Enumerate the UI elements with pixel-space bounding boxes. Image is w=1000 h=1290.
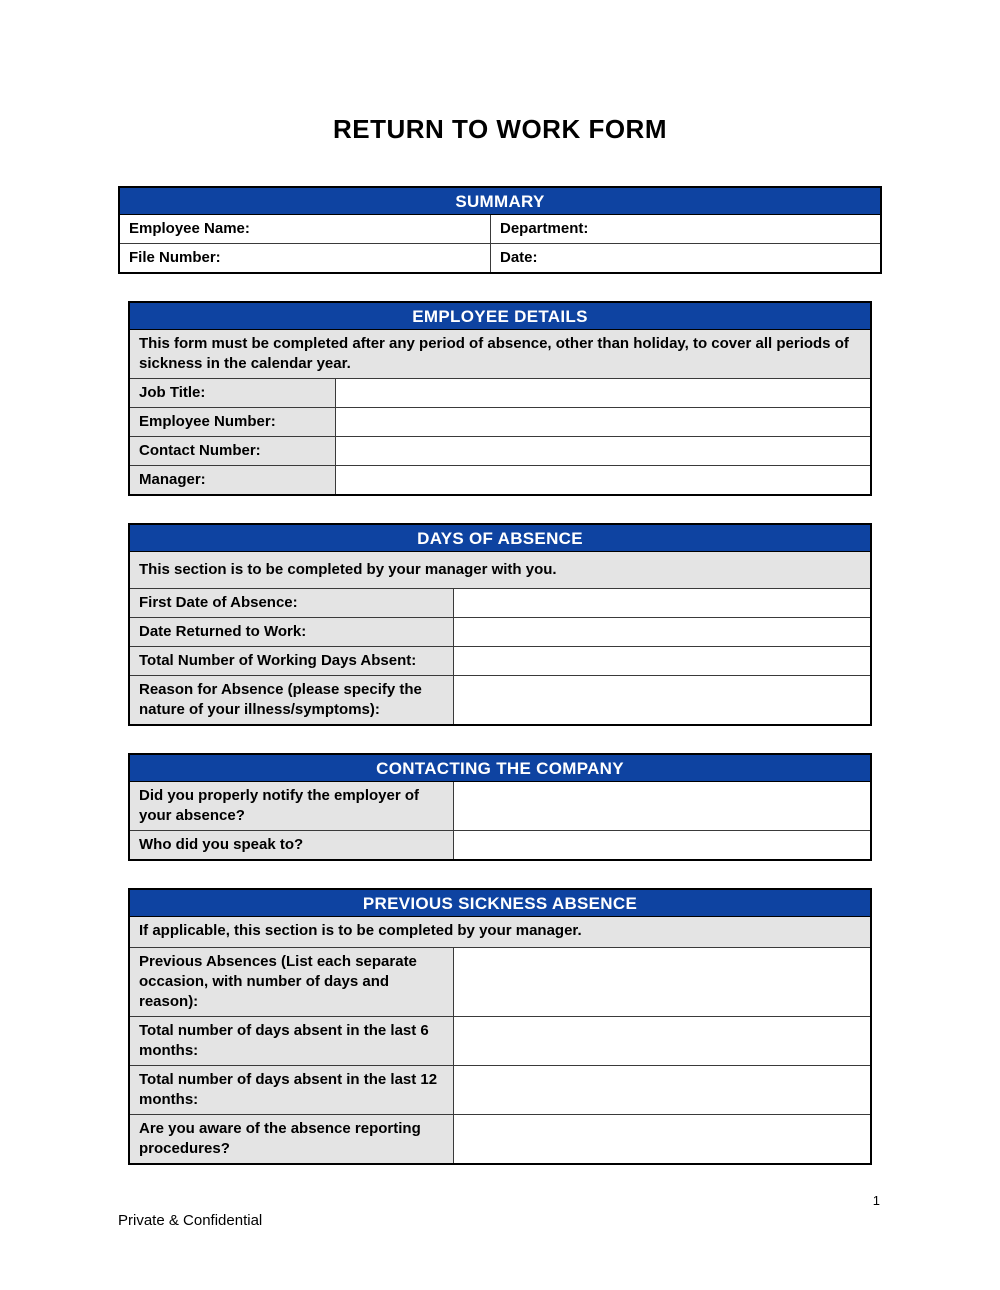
department-field[interactable] [491,215,880,243]
contacting-the-company-header: CONTACTING THE COMPANY [130,755,870,782]
previous-sickness-absence-header: PREVIOUS SICKNESS ABSENCE [130,890,870,917]
previous-absences-label: Previous Absences (List each separate occasion, with number of days and reason): [130,948,454,1016]
notify-employer-input-area[interactable] [454,782,870,830]
department-label: Department: [500,220,589,237]
days-of-absence-header: DAYS OF ABSENCE [130,525,870,552]
contacting-the-company-section [128,753,872,861]
date-label: Date: [500,249,538,266]
days-of-absence-section [128,523,872,726]
who-did-you-speak-to-input-area[interactable] [454,831,870,859]
manager-label: Manager: [130,466,336,494]
employee-name-label: Employee Name: [129,220,250,237]
days-absent-12-months-input-area[interactable] [454,1066,870,1114]
previous-absences-input-area[interactable] [454,948,870,1016]
date-field[interactable] [491,244,880,272]
page-title: RETURN TO WORK FORM [333,114,667,144]
total-working-days-absent-label: Total Number of Working Days Absent: [130,647,454,675]
days-absent-6-months-label: Total number of days absent in the last 6 months: [130,1017,454,1065]
reason-for-absence-input-area[interactable] [454,676,870,724]
date-returned-to-work-label: Date Returned to Work: [130,618,454,646]
employee-name-field[interactable] [120,215,491,243]
total-working-days-absent-input-area[interactable] [454,647,870,675]
notify-employer-label: Did you properly notify the employer of your absence? [130,782,454,830]
contact-number-label: Contact Number: [130,437,336,465]
employee-details-intro: This form must be completed after any period of absence, other than holiday, to cover all periods of sickness in the calendar year. [130,330,870,378]
first-date-of-absence-input-area[interactable] [454,589,870,617]
who-did-you-speak-to-label: Who did you speak to? [130,831,454,859]
employee-details-section [128,301,872,496]
days-of-absence-intro: This section is to be completed by your manager with you. [130,552,870,588]
absence-reporting-procedures-label: Are you aware of the absence reporting procedures? [130,1115,454,1163]
job-title-input-area[interactable] [336,379,870,407]
page-number: 1 [872,1193,880,1208]
previous-sickness-absence-intro: If applicable, this section is to be completed by your manager. [130,917,870,947]
employee-details-header: EMPLOYEE DETAILS [130,303,870,330]
summary-header: SUMMARY [120,188,880,215]
days-absent-6-months-input-area[interactable] [454,1017,870,1065]
days-absent-12-months-label: Total number of days absent in the last 12 months: [130,1066,454,1114]
absence-reporting-procedures-input-area[interactable] [454,1115,870,1163]
employee-number-input-area[interactable] [336,408,870,436]
summary-section [118,186,882,274]
date-returned-to-work-input-area[interactable] [454,618,870,646]
file-number-label: File Number: [129,249,221,266]
manager-input-area[interactable] [336,466,870,494]
file-number-field[interactable] [120,244,491,272]
previous-sickness-absence-section [128,888,872,1165]
contact-number-input-area[interactable] [336,437,870,465]
reason-for-absence-label: Reason for Absence (please specify the nature of your illness/symptoms): [130,676,454,724]
employee-number-label: Employee Number: [130,408,336,436]
job-title-label: Job Title: [130,379,336,407]
first-date-of-absence-label: First Date of Absence: [130,589,454,617]
footer-confidential-text: Private & Confidential [118,1212,263,1229]
